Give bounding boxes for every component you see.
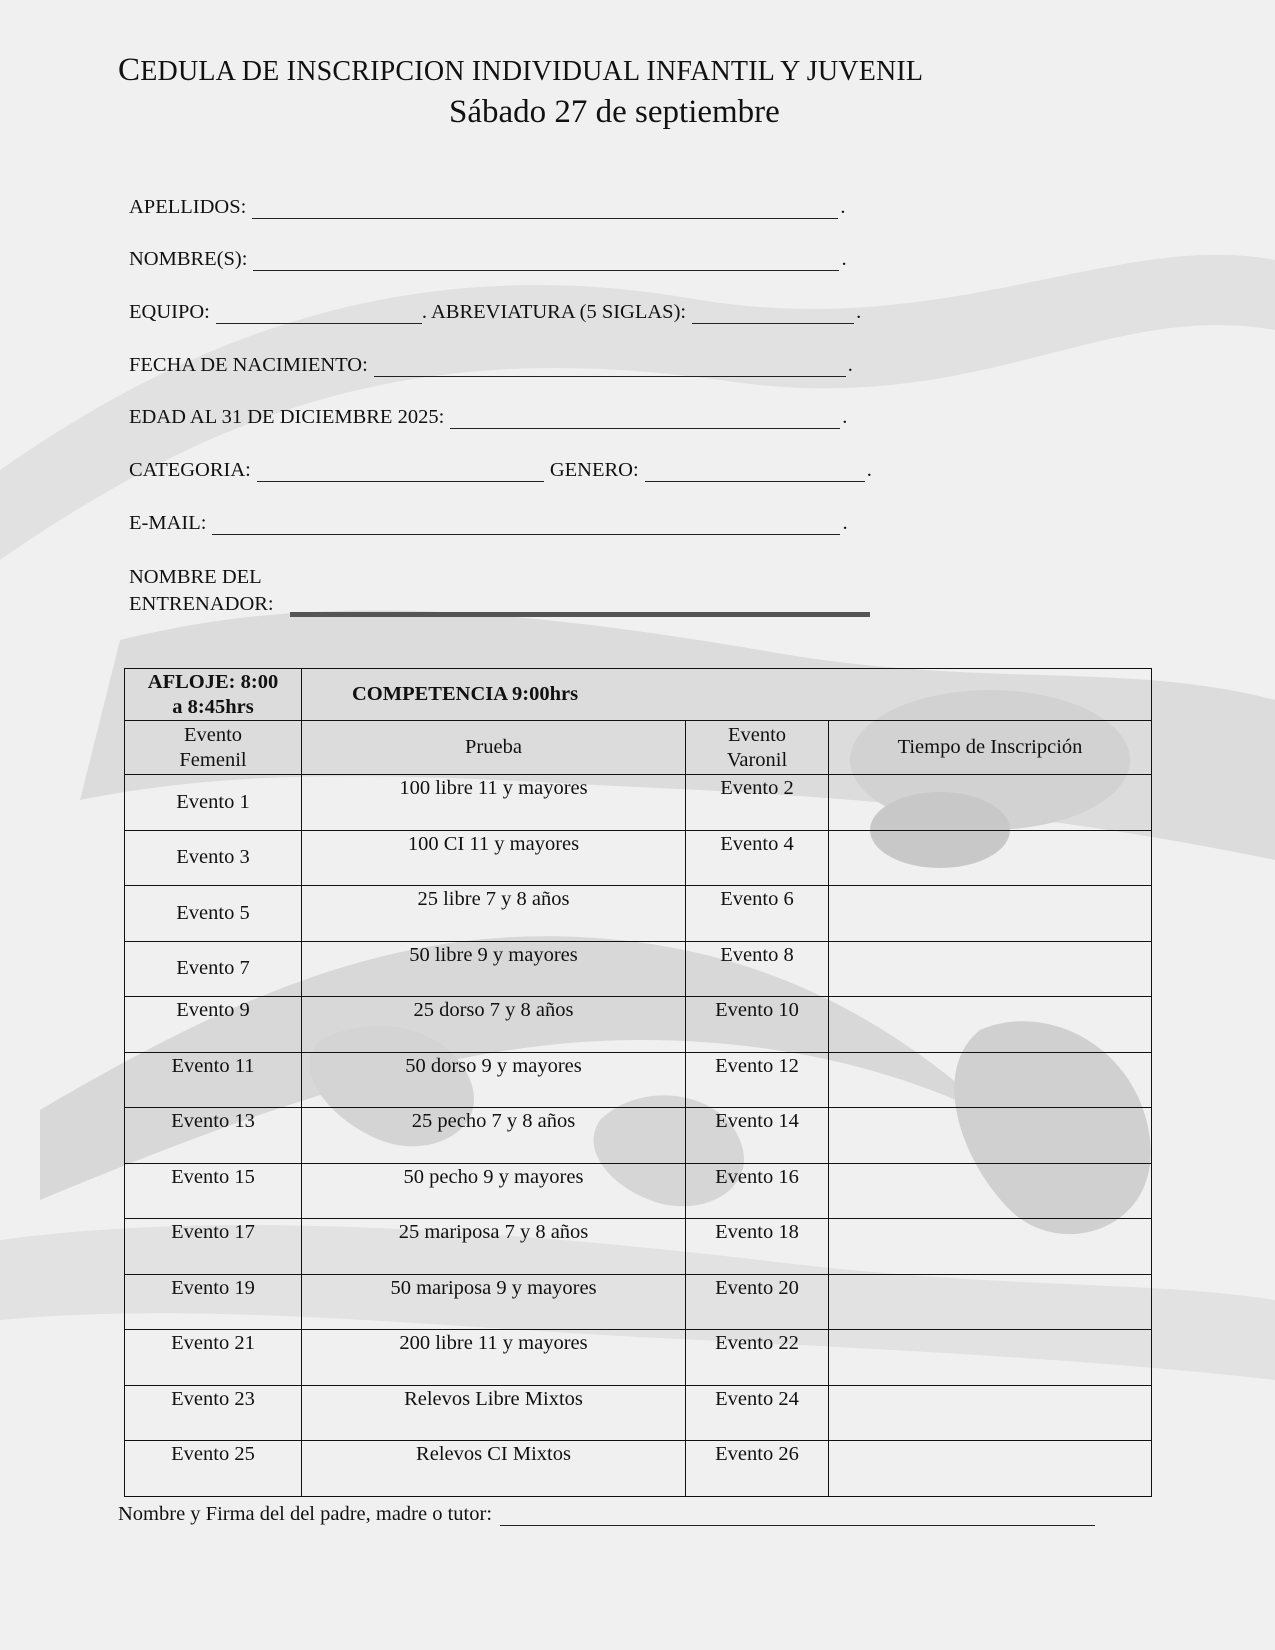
fecha-nacimiento-label: FECHA DE NACIMIENTO: <box>129 354 368 376</box>
cell-prueba: 25 libre 7 y 8 años <box>302 886 686 942</box>
field-email: E-MAIL: . <box>129 512 848 534</box>
entrenador-label-line1: NOMBRE DEL <box>129 566 262 588</box>
cell-tiempo-inscripcion[interactable] <box>829 1108 1152 1164</box>
field-edad: EDAD AL 31 DE DICIEMBRE 2025: . <box>129 406 848 428</box>
cell-evento-femenil: Evento 17 <box>125 1219 302 1275</box>
cell-evento-varonil: Evento 22 <box>686 1330 829 1386</box>
table-row <box>125 830 1152 886</box>
cell-evento-femenil: Evento 3 <box>125 830 302 886</box>
cell-evento-varonil: Evento 6 <box>686 886 829 942</box>
table-row <box>125 775 1152 831</box>
cell-tiempo-inscripcion[interactable] <box>829 1219 1152 1275</box>
cell-evento-femenil: Evento 7 <box>125 941 302 997</box>
cell-prueba: 50 mariposa 9 y mayores <box>302 1274 686 1330</box>
cell-evento-femenil: Evento 25 <box>125 1441 302 1497</box>
table-row <box>125 1163 1152 1219</box>
cell-tiempo-inscripcion[interactable] <box>829 1052 1152 1108</box>
cell-tiempo-inscripcion[interactable] <box>829 886 1152 942</box>
header-varonil-line2: Varonil <box>726 748 788 771</box>
nombres-label: NOMBRE(S): <box>129 248 248 270</box>
cell-evento-femenil: Evento 11 <box>125 1052 302 1108</box>
cell-evento-varonil: Evento 12 <box>686 1052 829 1108</box>
signature-input-line[interactable] <box>500 1503 1095 1526</box>
cell-evento-varonil: Evento 4 <box>686 830 829 886</box>
fecha-nacimiento-input-line[interactable] <box>374 354 846 377</box>
cell-tiempo-inscripcion[interactable] <box>829 997 1152 1053</box>
header-femenil <box>125 721 302 775</box>
cell-prueba: Relevos Libre Mixtos <box>302 1385 686 1441</box>
apellidos-input-line[interactable] <box>252 196 838 219</box>
cell-prueba: 50 libre 9 y mayores <box>302 941 686 997</box>
table-row <box>125 886 1152 942</box>
cell-prueba: 100 CI 11 y mayores <box>302 830 686 886</box>
table-row <box>125 941 1152 997</box>
afloje-line2: a 8:45hrs <box>172 695 254 718</box>
field-categoria-genero: CATEGORIA: GENERO: . <box>129 459 872 481</box>
field-apellidos: APELLIDOS: . <box>129 196 846 218</box>
email-label: E-MAIL: <box>129 512 207 534</box>
cell-tiempo-inscripcion[interactable] <box>829 941 1152 997</box>
categoria-label: CATEGORIA: <box>129 459 251 481</box>
signature-label: Nombre y Firma del del padre, madre o tutor: <box>118 1503 493 1525</box>
table-row <box>125 997 1152 1053</box>
signature-field <box>118 1503 1095 1526</box>
cell-tiempo-inscripcion[interactable] <box>829 1441 1152 1497</box>
header-varonil-line1: Evento <box>727 723 787 746</box>
genero-label: GENERO: <box>549 459 639 481</box>
header-prueba: Prueba <box>302 721 686 775</box>
form-title: CEDULA DE INSCRIPCION INDIVIDUAL INFANTIL Y JUVENIL <box>118 52 924 88</box>
abreviatura-label: . ABREVIATURA (5 SIGLAS): <box>421 301 687 323</box>
afloje-line1: AFLOJE: 8:00 <box>147 670 279 693</box>
cell-evento-varonil: Evento 24 <box>686 1385 829 1441</box>
cell-tiempo-inscripcion[interactable] <box>829 1274 1152 1330</box>
table-row <box>125 1108 1152 1164</box>
events-table <box>124 668 1152 1497</box>
abreviatura-input-line[interactable] <box>692 301 854 324</box>
cell-evento-femenil: Evento 19 <box>125 1274 302 1330</box>
table-row <box>125 1385 1152 1441</box>
cell-evento-varonil: Evento 18 <box>686 1219 829 1275</box>
table-row <box>125 1330 1152 1386</box>
field-fecha-nacimiento: FECHA DE NACIMIENTO: . <box>129 354 853 376</box>
header-tiempo: Tiempo de Inscripción <box>829 721 1152 775</box>
cell-evento-femenil: Evento 15 <box>125 1163 302 1219</box>
cell-evento-femenil: Evento 9 <box>125 997 302 1053</box>
cell-prueba: 25 dorso 7 y 8 años <box>302 997 686 1053</box>
nombres-input-line[interactable] <box>253 248 839 271</box>
cell-evento-femenil: Evento 21 <box>125 1330 302 1386</box>
header-femenil-line2: Femenil <box>179 748 247 771</box>
cell-evento-femenil: Evento 13 <box>125 1108 302 1164</box>
apellidos-label: APELLIDOS: <box>129 196 247 218</box>
table-header-schedule <box>125 669 1152 721</box>
cell-evento-varonil: Evento 14 <box>686 1108 829 1164</box>
cell-prueba: 25 mariposa 7 y 8 años <box>302 1219 686 1275</box>
categoria-input-line[interactable] <box>257 459 544 482</box>
cell-tiempo-inscripcion[interactable] <box>829 1163 1152 1219</box>
cell-prueba: 200 libre 11 y mayores <box>302 1330 686 1386</box>
cell-evento-femenil: Evento 5 <box>125 886 302 942</box>
cell-prueba: 50 pecho 9 y mayores <box>302 1163 686 1219</box>
table-row <box>125 1274 1152 1330</box>
cell-prueba: 100 libre 11 y mayores <box>302 775 686 831</box>
table-header-columns <box>125 721 1152 775</box>
edad-input-line[interactable] <box>450 406 840 429</box>
table-row <box>125 1441 1152 1497</box>
cell-evento-varonil: Evento 2 <box>686 775 829 831</box>
cell-prueba: Relevos CI Mixtos <box>302 1441 686 1497</box>
cell-evento-femenil: Evento 1 <box>125 775 302 831</box>
cell-tiempo-inscripcion[interactable] <box>829 775 1152 831</box>
edad-label: EDAD AL 31 DE DICIEMBRE 2025: <box>129 406 445 428</box>
cell-evento-varonil: Evento 8 <box>686 941 829 997</box>
cell-prueba: 25 pecho 7 y 8 años <box>302 1108 686 1164</box>
genero-input-line[interactable] <box>645 459 865 482</box>
field-equipo: EQUIPO: . ABREVIATURA (5 SIGLAS): . <box>129 301 862 323</box>
header-femenil-line1: Evento <box>183 723 243 746</box>
equipo-input-line[interactable] <box>216 301 422 324</box>
table-row <box>125 1052 1152 1108</box>
header-varonil <box>686 721 829 775</box>
field-nombres: NOMBRE(S): . <box>129 248 847 270</box>
cell-prueba: 50 dorso 9 y mayores <box>302 1052 686 1108</box>
email-input-line[interactable] <box>212 512 840 535</box>
field-entrenador <box>129 564 274 618</box>
form-subtitle-date: Sábado 27 de septiembre <box>449 94 780 130</box>
equipo-label: EQUIPO: <box>129 301 210 323</box>
cell-evento-varonil: Evento 20 <box>686 1274 829 1330</box>
cell-evento-varonil: Evento 16 <box>686 1163 829 1219</box>
entrenador-input-line[interactable] <box>290 612 870 617</box>
entrenador-label-line2: ENTRENADOR: <box>129 593 274 615</box>
afloje-cell <box>125 669 302 721</box>
competencia-cell: COMPETENCIA 9:00hrs <box>302 669 1152 721</box>
table-row <box>125 1219 1152 1275</box>
cell-tiempo-inscripcion[interactable] <box>829 1330 1152 1386</box>
cell-evento-femenil: Evento 23 <box>125 1385 302 1441</box>
cell-evento-varonil: Evento 26 <box>686 1441 829 1497</box>
cell-tiempo-inscripcion[interactable] <box>829 830 1152 886</box>
cell-tiempo-inscripcion[interactable] <box>829 1385 1152 1441</box>
cell-evento-varonil: Evento 10 <box>686 997 829 1053</box>
event-rows <box>125 775 1152 1497</box>
